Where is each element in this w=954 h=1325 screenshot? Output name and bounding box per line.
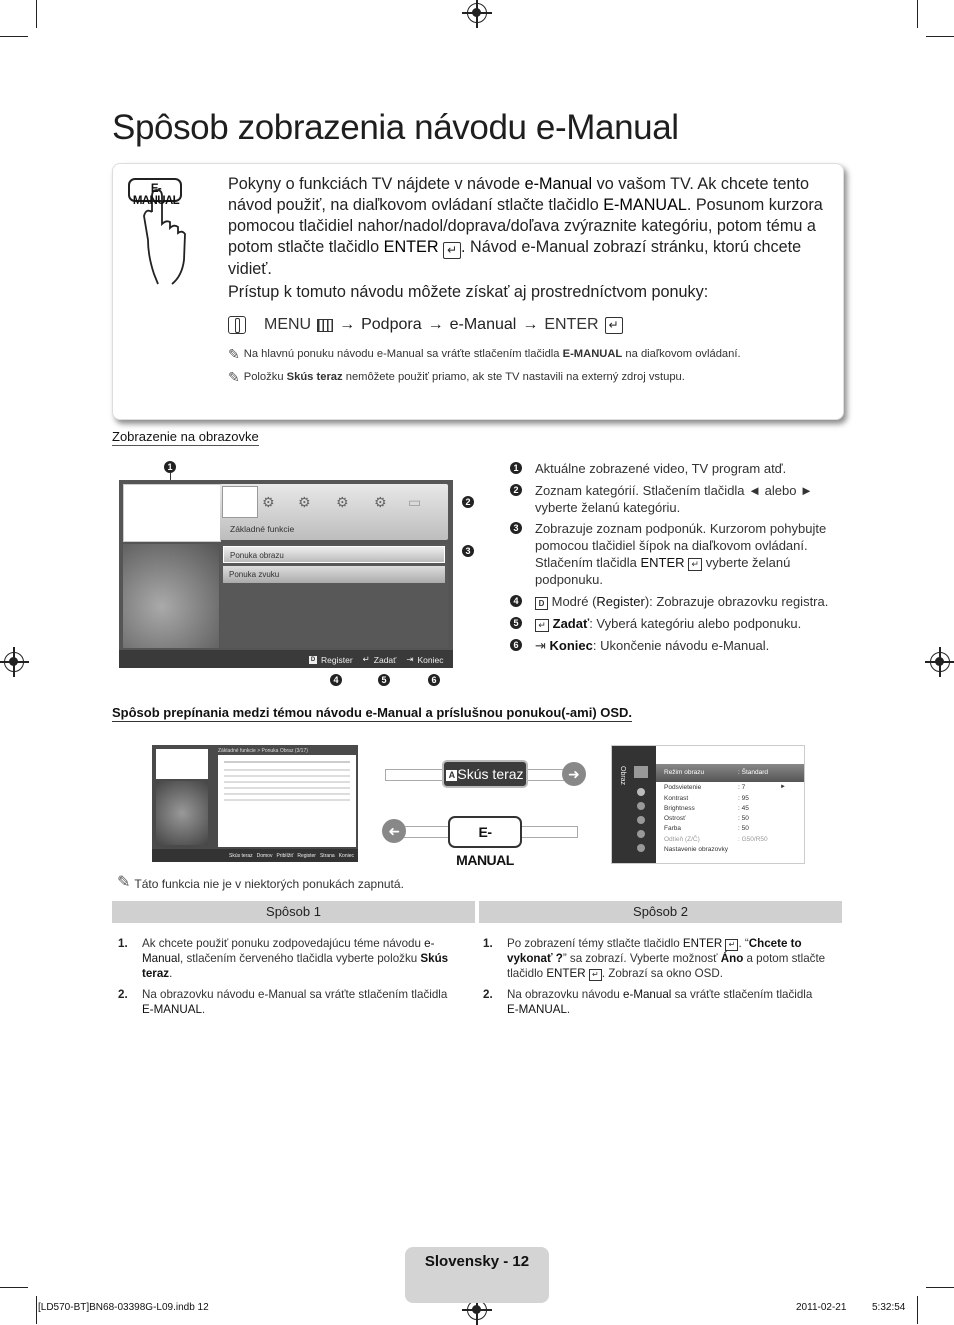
bar-exit[interactable]: Koniec	[417, 654, 444, 665]
step-number: 1.	[118, 937, 128, 950]
category-icon[interactable]: ⚙	[374, 494, 387, 510]
crop-mark	[36, 1296, 37, 1324]
osd-menu-values	[738, 768, 768, 845]
step-emphasis: Skús teraz	[142, 952, 449, 980]
step-text: .	[566, 1003, 571, 1016]
picture-icon	[634, 766, 648, 778]
osd-menu-value: : 7	[738, 784, 746, 792]
category-icon[interactable]: ⚙	[336, 494, 349, 510]
method-2-step-2	[477, 987, 827, 1017]
input-icon	[637, 830, 645, 838]
enter-icon: ↵	[362, 654, 370, 664]
intro-text	[228, 174, 828, 303]
osd-menu-key[interactable]: Kontrast	[664, 794, 689, 802]
osd-menu-key[interactable]: Brightness	[664, 804, 695, 812]
step-text: Na obrazovku návodu e-Manual sa vráťte stlačením tlačidla	[142, 988, 448, 1001]
category-icon[interactable]: ⚙	[298, 494, 311, 510]
footer-date: 2011-02-21	[796, 1302, 847, 1313]
menu-path-arrow: →	[427, 316, 444, 333]
bar-item[interactable]: Domov	[256, 852, 273, 859]
page-number-tab: Slovensky - 12	[405, 1247, 549, 1303]
page-title: Spôsob zobrazenia návodu e-Manual	[112, 108, 679, 147]
step-text: . Zobrazí sa okno OSD.	[601, 967, 723, 980]
callout-4: 4	[330, 674, 342, 686]
support-icon	[637, 844, 645, 852]
method-2-header: Spôsob 2	[479, 901, 842, 923]
callout-3: 3	[462, 545, 474, 557]
note-text: Položku	[243, 371, 287, 383]
method-2-steps	[477, 936, 827, 1023]
intro-text-segment: . Posunom kurzora pomocou tlačidiel nahor/nadol/doprava/doľava zvýraznite kategóriu, potom tému a potom stlačte tlačidlo	[228, 196, 823, 256]
step-emphasis: e-Manual	[623, 988, 672, 1001]
registration-mark-icon	[930, 652, 950, 672]
step-number: 2.	[483, 988, 493, 1001]
osd-sidebar	[612, 746, 656, 863]
category-label: Základné funkcie	[230, 524, 295, 534]
exit-icon: ⇥	[535, 638, 546, 653]
callout-6: 6	[428, 674, 440, 686]
step-text: sa vráťte stlačením tlačidla	[671, 988, 813, 1001]
menu-path-arrow: →	[339, 316, 356, 333]
step-number: 2.	[118, 988, 128, 1001]
osd-note	[117, 874, 404, 891]
blue-d-icon: D	[535, 597, 548, 610]
osd-menu-key[interactable]: Odtieň (Z/Č)	[664, 835, 700, 843]
bar-enter[interactable]: Zadať	[373, 654, 397, 665]
right-arrow-icon: ►	[780, 784, 786, 790]
try-now-label: Skús teraz	[457, 766, 524, 782]
osd-menu-keys	[664, 768, 728, 855]
osd-section-title: Spôsob prepínania medzi témou návodu e-Manual a príslušnou ponukou(-ami) OSD.	[112, 705, 633, 720]
method-2-step-1	[477, 936, 827, 981]
legend-text: ): Zobrazuje obrazovku registra.	[644, 594, 829, 609]
emanual-page-bar	[152, 849, 358, 862]
menu-path-podpora: Podpora	[361, 316, 422, 333]
arrow-right-icon: ➜	[562, 762, 586, 786]
sound-icon	[637, 788, 645, 796]
setup-icon	[637, 816, 645, 824]
arrow-left-icon: ➜	[382, 819, 406, 843]
menu-path-menu: MENU	[264, 316, 312, 333]
step-text: Na obrazovku návodu	[507, 988, 624, 1001]
legend-text: : Vyberá kategóriu alebo podponuku.	[589, 616, 802, 631]
intro-text-segment: vo vašom TV. Ak chcete tento návod použiť, na diaľkovom ovládaní stlačte tlačidlo	[228, 175, 810, 214]
legend-number: 5	[510, 617, 522, 629]
callout-5: 5	[378, 674, 390, 686]
intro-enter-key: ENTER	[383, 238, 439, 256]
category-icon[interactable]: ⚙	[262, 494, 275, 510]
step-text: Ak chcete použiť ponuku zodpovedajúcu téme návodu	[142, 937, 425, 950]
legend-item-1	[511, 460, 841, 477]
legend-text: : Ukončenie návodu e-Manual.	[592, 638, 770, 653]
osd-menu-value: : 45	[738, 804, 749, 812]
osd-menu-key[interactable]: Nastavenie obrazovky	[664, 846, 728, 854]
current-video-preview	[123, 484, 221, 542]
intro-access: Prístup k tomuto návodu môžete získať aj prostredníctvom ponuky:	[228, 283, 709, 301]
enter-icon: ↵	[605, 317, 623, 334]
emanual-page-content	[218, 755, 356, 847]
crop-mark	[917, 0, 918, 28]
osd-sidebar-label: Obraz	[619, 766, 626, 786]
crop-mark	[917, 1296, 918, 1324]
legend-number: 4	[510, 595, 522, 607]
category-bar	[220, 484, 448, 540]
menu-icon	[317, 319, 333, 332]
legend-number: 2	[510, 484, 522, 496]
pencil-icon: ✎	[117, 874, 131, 891]
osd-menu-value: : 95	[738, 794, 749, 802]
osd-menu-key[interactable]: Režim obrazu	[664, 769, 705, 776]
method-1-step-2	[112, 987, 462, 1017]
note-key: Skús teraz	[286, 371, 343, 383]
enter-icon: ↵	[443, 242, 461, 259]
method-1-step-1	[112, 936, 462, 981]
bar-item[interactable]: Koniec	[338, 852, 354, 859]
legend-text: Zoznam kategórií. Stlačením tlačidla ◄ alebo ► vyberte želanú kategóriu.	[535, 483, 813, 515]
submenu-panel	[220, 544, 448, 648]
crop-mark	[0, 36, 28, 37]
osd-menu-key[interactable]: Farba	[664, 825, 681, 833]
submenu-item[interactable]: Ponuka obrazu	[223, 546, 445, 563]
osd-menu-key[interactable]: Podsvietenie	[664, 784, 702, 792]
legend-enter: Zadať	[552, 616, 590, 631]
channel-icon	[637, 802, 645, 810]
decorative-tv-graphic	[156, 781, 208, 845]
callout-2: 2	[462, 496, 474, 508]
bar-item[interactable]: Register	[297, 852, 316, 859]
enter-icon: ↵	[688, 558, 702, 571]
note-text: nemôžete použiť priamo, ak ste TV nastavili na externý zdroj vstupu.	[342, 371, 685, 383]
pencil-icon: ✎	[228, 369, 240, 385]
menu-path-icon	[228, 316, 246, 334]
osd-note-text: Táto funkcia nie je v niektorých ponukách zapnutá.	[134, 877, 404, 891]
crop-mark	[0, 1287, 28, 1288]
registration-mark-icon	[4, 652, 24, 672]
step-emphasis: E-MANUAL	[507, 1003, 567, 1016]
note-2	[228, 371, 685, 383]
step-emphasis: ENTER	[546, 967, 586, 980]
submenu-item[interactable]: Ponuka zvuku	[223, 566, 445, 583]
decorative-tv-graphic	[123, 544, 219, 648]
exit-icon: ⇥	[406, 654, 414, 664]
legend-number: 3	[510, 522, 522, 534]
emanual-screen-mock	[119, 480, 453, 668]
note-text: Na hlavnú ponuku návodu e-Manual sa vráťte stlačením tlačidla	[243, 348, 563, 360]
legend-item-6	[511, 637, 841, 654]
bar-item[interactable]: Priblížiť	[276, 852, 294, 859]
category-icon-selected[interactable]	[222, 486, 258, 518]
legend-text: Modré (	[548, 594, 597, 609]
legend-text: vyberte želanú podponuku.	[535, 555, 791, 587]
method-1-header: Spôsob 1	[112, 901, 475, 923]
osd-menu-value: : Štandard	[738, 769, 768, 776]
crop-mark	[36, 0, 37, 28]
step-number: 1.	[483, 937, 493, 950]
intro-emanual: e-Manual	[524, 175, 593, 193]
menu-path-emanual: e-Manual	[449, 316, 517, 333]
step-emphasis: Chcete to vykonať ?	[507, 937, 802, 965]
step-text: . “	[738, 937, 749, 950]
registration-mark-icon	[467, 1300, 487, 1320]
menu-path	[228, 316, 623, 334]
legend-register: Register	[596, 594, 645, 609]
legend-number: 1	[510, 462, 522, 474]
menu-path-arrow: →	[522, 316, 539, 333]
video-preview	[156, 749, 208, 779]
osd-menu-value: : 50	[738, 815, 749, 823]
enter-icon: ↵	[589, 969, 602, 981]
bar-item[interactable]: Strana	[319, 852, 335, 859]
legend-number: 6	[510, 639, 522, 651]
footer-file: [LD570-BT]BN68-03398G-L09.indb 12	[38, 1302, 209, 1313]
try-now-button[interactable]	[442, 760, 528, 788]
legend-item-2	[511, 482, 841, 516]
legend-item-5	[511, 615, 841, 632]
note-key: E-MANUAL	[562, 348, 623, 360]
e-manual-button-label: E-MANUAL	[132, 183, 180, 207]
menu-path-enter: ENTER	[544, 316, 599, 333]
osd-menu-value: : 50	[738, 825, 749, 833]
callout-1: 1	[164, 461, 176, 473]
red-a-key-icon: A	[446, 770, 457, 781]
bar-register[interactable]: Register	[321, 654, 353, 665]
step-text: ” sa zobrazí. Vyberte možnosť	[562, 952, 721, 965]
crop-mark	[926, 1287, 954, 1288]
legend-exit: Koniec	[549, 638, 593, 653]
emanual-page-mock	[152, 745, 358, 862]
legend-item-3	[511, 520, 841, 588]
enter-icon: ↵	[725, 939, 738, 951]
breadcrumb: Základné funkcie > Ponuka Obraz (3/17)	[218, 748, 308, 754]
note-1	[228, 348, 741, 360]
step-emphasis: E-MANUAL	[142, 1003, 202, 1016]
step-text: , stlačením červeného tlačidla vyberte položku	[180, 952, 421, 965]
step-text: .	[201, 1003, 206, 1016]
intro-text-segment: Pokyny o funkciách TV nájdete v návode	[228, 175, 525, 193]
step-emphasis: e-Manual	[142, 937, 435, 965]
legend-text: Zobrazuje zoznam podponúk. Kurzorom pohybujte pomocou tlačidiel šípok na diaľkovom ovládaní. Stlačením tlačidla	[535, 521, 827, 570]
e-manual-button[interactable]: E-MANUAL	[448, 816, 522, 848]
intro-emanual-key: E-MANUAL	[603, 196, 687, 214]
blue-d-icon: D	[310, 656, 316, 663]
step-emphasis: ENTER	[682, 937, 723, 950]
step-text: Po zobrazení témy stlačte tlačidlo	[507, 937, 683, 950]
step-emphasis: Áno	[720, 952, 744, 965]
screen-section-label: Zobrazenie na obrazovke	[112, 429, 259, 444]
osd-menu-value: : G50/R50	[738, 835, 768, 843]
pencil-icon: ✎	[228, 346, 240, 362]
method-1-steps	[112, 936, 462, 1023]
intro-text-segment: . Návod e-Manual zobrazí stránku, ktorú chcete vidieť.	[228, 238, 802, 278]
osd-picture-menu-mock	[611, 745, 805, 864]
osd-menu-key[interactable]: Ostrosť	[664, 815, 686, 823]
legend-text: Aktuálne zobrazené video, TV program atď.	[535, 461, 787, 476]
screen-bottom-bar	[119, 650, 453, 668]
crop-mark	[926, 36, 954, 37]
enter-icon: ↵	[535, 619, 549, 632]
step-text: a potom stlačte tlačidlo	[507, 952, 826, 980]
category-icon[interactable]: ▭	[408, 494, 422, 510]
legend-item-4	[511, 593, 841, 610]
registration-mark-icon	[467, 3, 487, 23]
bar-item[interactable]: Skús teraz	[228, 852, 253, 859]
footer-time: 5:32:54	[872, 1302, 906, 1313]
step-text: .	[169, 967, 173, 980]
legend-enter: ENTER	[640, 555, 685, 570]
note-text: na diaľkovom ovládaní.	[622, 348, 741, 360]
